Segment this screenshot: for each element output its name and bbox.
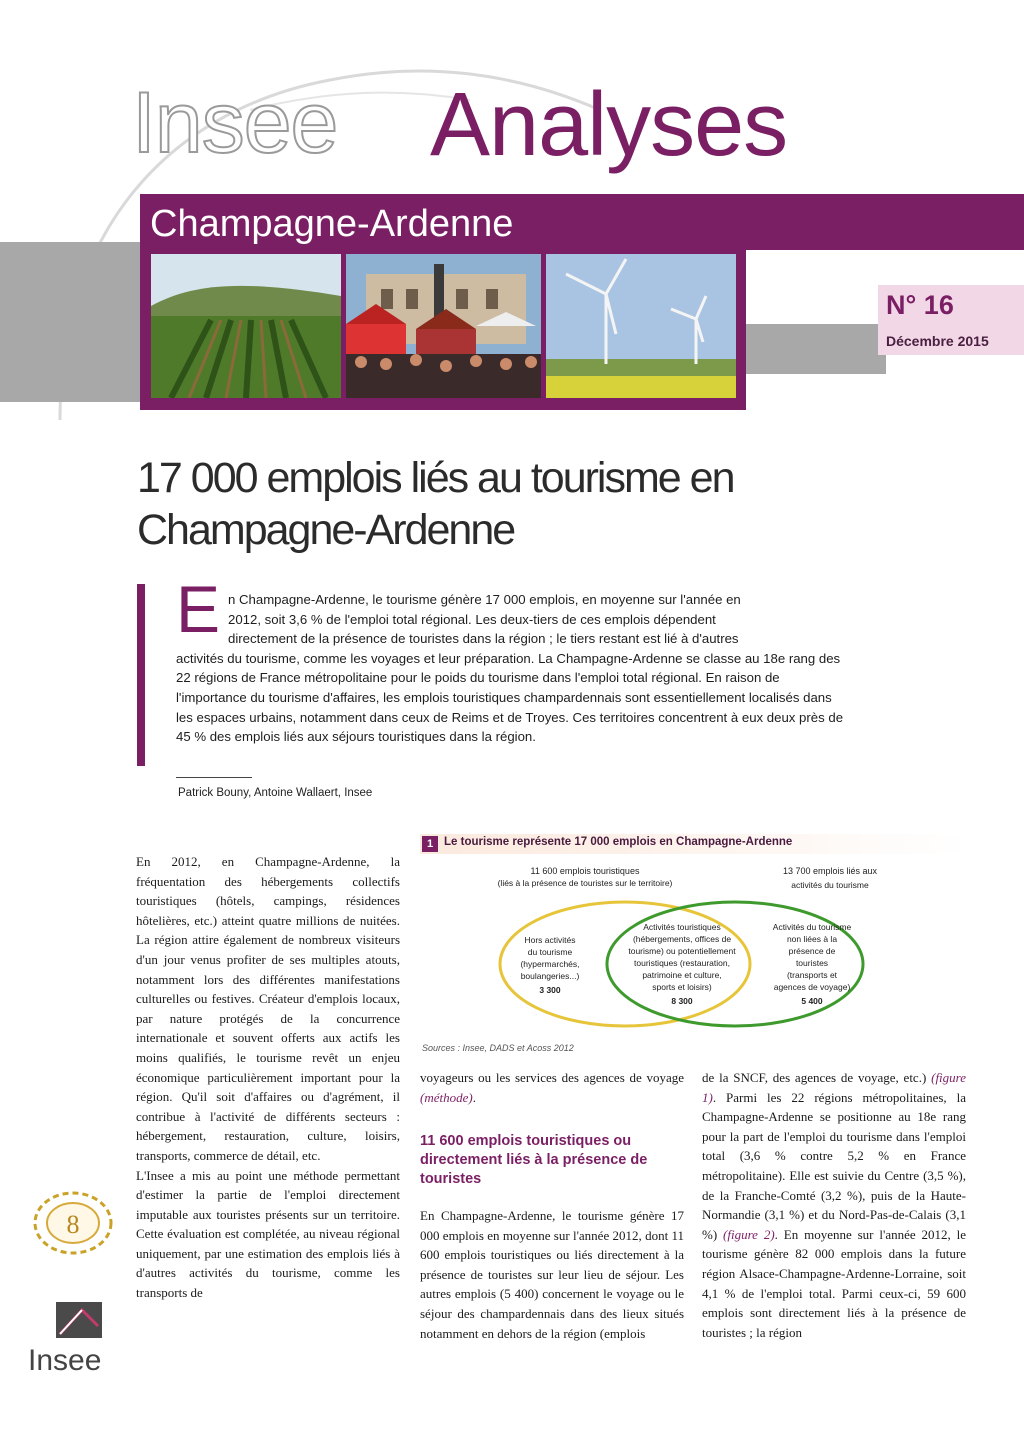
lead-line-2: 2012, soit 3,6 % de l'emploi total régional. Les deux-tiers de ces emplois dépendent	[228, 611, 716, 627]
svg-text:8: 8	[66, 1210, 80, 1239]
intersection-line: Activités touristiques	[643, 922, 721, 932]
lead-line-3: directement de la présence de touristes dans la région ; le tiers restant est lié à d'autres	[228, 631, 739, 647]
text-run: .	[472, 1089, 476, 1105]
method-link[interactable]: (méthode)	[420, 1089, 473, 1105]
lead-rest: activités du tourisme, comme les voyages et leur préparation. La Champagne-Ardenne se classe au 18e rang des 22 régions de France métropolitaine pour le poids du tourisme dans l'emploi total régional. En raison de l'importance du tourisme d'affaires, les emplois touristiques champardennais sont essentiellement localisés dans les espaces urbains, notamment dans ceux de Reims et de Troyes. Ces territoires concentrent à eux deux près de 45 % des emplois liés aux séjours touristiques dans la région.	[176, 650, 844, 745]
page-title-line-1: 17 000 emplois liés au tourisme en	[137, 454, 734, 502]
lead-paragraph	[176, 590, 846, 747]
right-only-line: agences de voyage)	[773, 982, 851, 992]
right-only-line: touristes	[795, 958, 829, 968]
right-set-label-1: 13 700 emplois liés aux	[782, 866, 878, 876]
brand-analyses: Analyses	[430, 75, 788, 175]
left-set-label-1: 11 600 emplois touristiques	[530, 866, 640, 876]
drop-cap: E	[176, 572, 221, 646]
body-column-1	[136, 852, 400, 1303]
figure-number: 1	[422, 836, 438, 852]
issue-number: N° 16	[886, 290, 954, 320]
figure-2-link[interactable]: (figure 2)	[723, 1226, 775, 1242]
text-run: . Parmi les 22 régions métropolitaines, la Champagne-Ardenne se positionne au 18e rang pour la part de l'emploi du tourisme dans l'emploi total (3,6 % contre 5,2 % en France métropolitaine). Elle est suivie du Centre (3,5 %), de la Franche-Comté (3,2 %), puis de la Haute-Normandie (3,1 %) et du Nord-Pas-de-Calais (3,1 %)	[702, 1089, 966, 1242]
text-run: . En moyenne sur l'année 2012, le tourisme génère 82 000 emplois dans la future région Alsace-Champagne-Ardenne-Lorraine, soit 4,1 % de l'emploi total. Parmi ceux-ci, 59 600 emplois sont directement liés à la présence de touristes ; la région	[702, 1226, 966, 1340]
intersection-line: patrimoine et culture,	[642, 970, 722, 980]
right-only-value: 5 400	[801, 996, 823, 1006]
region-title: Champagne-Ardenne	[150, 203, 514, 245]
windfarm-photo	[546, 254, 736, 398]
authors: Patrick Bouny, Antoine Wallaert, Insee	[178, 787, 373, 799]
intersection-line: tourisme) ou potentiellement	[628, 946, 736, 956]
text-run: de la SNCF, des agences de voyage, etc.)	[702, 1070, 927, 1085]
figure-title: Le tourisme représente 17 000 emplois en Champagne-Ardenne	[444, 836, 793, 848]
figure-1-link[interactable]: (figure 1)	[702, 1070, 967, 1105]
insee-logo-text: Insee	[28, 1344, 102, 1377]
intersection-text	[628, 922, 736, 1006]
gray-band	[0, 242, 140, 402]
intersection-line: sports et loisirs)	[652, 982, 712, 992]
right-only-text	[773, 922, 852, 1006]
paragraph: En 2012, en Champagne-Ardenne, la fréquentation des hébergements collectifs touristiques (hôtels, campings, résidences hôtelières, etc.) atteint quatre millions de nuitées. La région attire également de nombreux visiteurs d'un jour venus profiter de ses multiples atouts, notamment lors des différentes manifestations culturelles ou festives. Créateur d'emplois locaux, par nature protégés de la concurrence internationale et souvent offerts aux actifs les moins qualifiés, le tourisme revêt un enjeu économique particulièrement important pour la région. Qu'il soit d'affaires ou d'agrément, il contribue à l'activité de différents secteurs : hébergement, restauration, culture, loisirs, transports, commerce de détail, etc.	[136, 854, 400, 1163]
page-title-line-2: Champagne-Ardenne	[137, 506, 515, 554]
anniversary-logo-icon	[30, 1188, 116, 1258]
author-separator	[176, 777, 252, 778]
paragraph: L'Insee a mis au point une méthode permettant d'estimer la partie de l'emploi directement imputable aux touristes présents sur un territoire. Cette évaluation est complétée, au niveau régional uniquement, par une estimation des emplois liés à d'autres activités du tourisme, comme les transports de	[136, 1167, 400, 1301]
left-only-value: 3 300	[539, 985, 561, 995]
figure-source: Sources : Insee, DADS et Acoss 2012	[422, 1043, 574, 1053]
right-only-line: Activités du tourisme	[772, 922, 852, 932]
intersection-line: touristiques (restauration,	[634, 958, 730, 968]
intersection-value: 8 300	[671, 996, 693, 1006]
left-only-line: (hypermarchés,	[520, 959, 580, 969]
right-only-line: non liées à la	[786, 934, 838, 944]
left-only-line: du tourisme	[527, 947, 573, 957]
right-set-label-2: activités du tourisme	[791, 880, 869, 890]
page-title	[137, 452, 897, 556]
left-only-text	[520, 935, 579, 995]
left-only-line: Hors activités	[524, 935, 576, 945]
intersection-line: (hébergements, offices de	[632, 934, 732, 944]
body-column-2-top	[420, 1068, 684, 1107]
issue-date: Décembre 2015	[886, 333, 989, 349]
text-run: voyageurs ou les services des agences de voyage	[420, 1070, 684, 1085]
right-only-line: présence de	[788, 946, 836, 956]
left-set-label-2: (liés à la présence de touristes sur le territoire)	[497, 878, 673, 888]
venn-diagram	[420, 856, 970, 1036]
issue-gray-band	[746, 324, 886, 374]
section-heading: 11 600 emplois touristiques ou directement liés à la présence de touristes	[420, 1133, 648, 1187]
brand-insee: Insee	[132, 75, 338, 171]
lead-line-1: n Champagne-Ardenne, le tourisme génère 17 000 emplois, en moyenne sur l'année en	[228, 592, 741, 607]
market-photo	[346, 254, 541, 398]
lead-accent-bar	[137, 584, 145, 766]
body-column-3	[702, 1068, 966, 1342]
right-only-line: (transports et	[786, 970, 838, 980]
left-only-line: boulangeries...)	[520, 971, 580, 981]
body-column-2-bottom: En Champagne-Ardenne, le tourisme génère 17 000 emplois en moyenne sur l'année 2012, dont 11 600 emplois touristiques ou liés directement à la présence de touristes sur leur lieu de séjour. Les autres emplois (5 400) concernent le voyage ou le séjour des champardennais dans des lieux situés notamment en dehors de la région (emplois	[420, 1208, 684, 1341]
vineyard-photo	[151, 254, 341, 398]
insee-logo-icon	[52, 1298, 106, 1342]
